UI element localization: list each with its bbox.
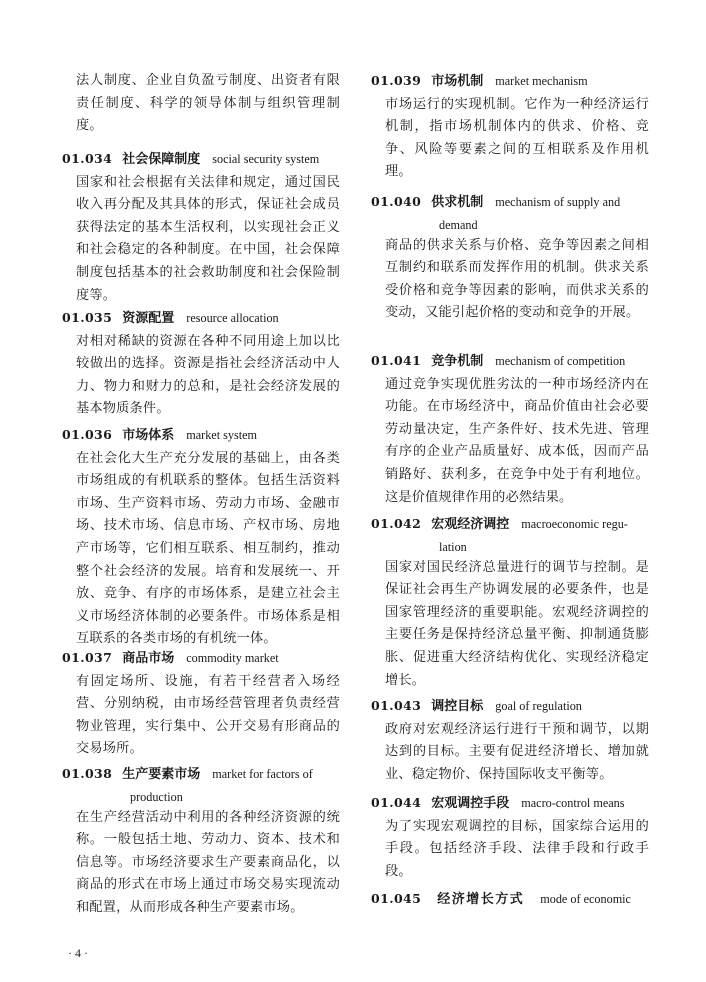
entry-english-term: resource allocation: [186, 311, 279, 325]
entry-head: [62, 148, 340, 172]
carryover-paragraph: 法人制度、企业自负盈亏制度、出资者有限责任制度、科学的领导体制与组织管理制度。: [76, 73, 340, 134]
entry-english-term-continued: lation: [439, 539, 467, 554]
entry-definition: 商品的供求关系与价格、竞争等因素之间相互制约和联系而发挥作用的机制。供求关系受价格和竞争等因素的影响，而供求关系的变动，又能引起价格的变动和竞争的开展。: [385, 237, 649, 321]
entry-term: 宏观调控手段: [431, 796, 510, 811]
entry-term: 社会保障制度: [122, 152, 201, 167]
entry-head: [371, 70, 649, 94]
entry-english-term: macro-control means: [521, 796, 625, 810]
entry-number: 01.045: [371, 891, 422, 906]
entry-number: 01.039: [371, 73, 422, 88]
entry-head: [62, 647, 340, 671]
entry-01-043: [371, 695, 649, 786]
entry-number: 01.043: [371, 698, 422, 713]
entry-definition: 国家和社会根据有关法律和规定，通过国民收入再分配及其具体的形式，保证社会成员获得法定的基本生活权利，以实现社会正义和社会稳定的各种制度。在中国，社会保障制度包括基本的社会救助制度和社会保险制度等。: [76, 174, 340, 303]
entry-01-039: [371, 70, 649, 184]
entry-head: [371, 792, 649, 816]
entry-number: 01.037: [62, 650, 113, 665]
entry-term: 经济增长方式: [437, 892, 525, 907]
entry-english-term: mechanism of supply and: [495, 195, 621, 209]
entry-head: [371, 888, 649, 912]
entry-term: 商品市场: [122, 651, 175, 666]
entry-english-term: market system: [186, 428, 258, 442]
entry-01-035: [62, 307, 340, 421]
entry-term: 资源配置: [122, 311, 175, 326]
entry-definition: 政府对宏观经济运行进行干预和调节，以期达到的目标。主要有促进经济增长、增加就业、稳定物价、保持国际收支平衡等。: [385, 721, 649, 782]
entry-english-term: goal of regulation: [495, 699, 582, 713]
entry-definition: 通过竞争实现优胜劣汰的一种市场经济内在功能。在市场经济中，商品价值由社会必要劳动量决定，生产条件好、技术先进、管理有序的企业产品质量好、成本低，因而产品销路好、获利多，在竞争中处于有利地位。这是价值规律作用的必然结果。: [385, 376, 649, 505]
entry-number: 01.044: [371, 795, 422, 810]
entry-english-term: social security system: [212, 152, 320, 166]
entry-head: [371, 513, 649, 537]
entry-term: 市场体系: [122, 428, 175, 443]
entry-01-044: [371, 792, 649, 883]
entry-number: 01.041: [371, 353, 422, 368]
entry-head: [371, 695, 649, 719]
entry-definition: 在社会化大生产充分发展的基础上，由各类市场组成的有机联系的整体。包括生活资料市场、生产资料市场、劳动力市场、金融市场、技术市场、信息市场、产权市场、房地产市场等，它们相互联系、相互制约，推动整个社会经济的发展。培育和发展统一、开放、竞争、有序的市场体系，是建立社会主义市场经济体制的必要条件。市场体系是相互联系的各类市场的有机统一体。: [76, 450, 340, 647]
entry-definition: 国家对国民经济总量进行的调节与控制。是保证社会再生产协调发展的必要条件，也是国家管理经济的重要职能。宏观经济调控的主要任务是保持经济总量平衡、抑制通货膨胀、促进重大经济结构优化、实现经济稳定增长。: [385, 559, 649, 688]
entry-01-034: [62, 148, 340, 307]
entry-english-term: mode of economic: [540, 892, 631, 906]
entry-number: 01.035: [62, 310, 113, 325]
entry-definition: 对相对稀缺的资源在各种不同用途上加以比较做出的选择。资源是指社会经济活动中人力、物力和财力的总和，是社会经济发展的基本物质条件。: [76, 333, 340, 417]
entry-definition: 为了实现宏观调控的目标，国家综合运用的手段。包括经济手段、法律手段和行政手段。: [385, 818, 649, 879]
entry-english-term: market mechanism: [495, 74, 588, 88]
entry-definition: 在生产经营活动中利用的各种经济资源的统称。一般包括土地、劳动力、资本、技术和信息等。市场经济要求生产要素商品化，以商品的形式在市场上通过市场交易实现流动和配置，从而形成各种生产要素市场。: [76, 809, 340, 915]
entry-01-040: [371, 191, 649, 325]
entry-01-042: [371, 513, 649, 692]
entry-head: [371, 350, 649, 374]
entry-term: 竞争机制: [431, 354, 484, 369]
entry-number: 01.040: [371, 194, 422, 209]
entry-head: [62, 424, 340, 448]
entry-01-041: [371, 350, 649, 509]
entry-number: 01.038: [62, 766, 113, 781]
entry-number: 01.036: [62, 427, 113, 442]
entry-definition: 有固定场所、设施，有若干经营者入场经营、分别纳税，由市场经营管理者负责经营物业管理，实行集中、公开交易有形商品的交易场所。: [76, 673, 340, 757]
entry-term: 市场机制: [431, 74, 484, 89]
entry-01-038: [62, 763, 340, 920]
entry-head: [62, 307, 340, 331]
entry-number: 01.042: [371, 516, 422, 531]
entry-head: [371, 191, 649, 215]
entry-term: 供求机制: [431, 195, 484, 210]
entry-english-term: market for factors of: [212, 767, 313, 781]
entry-01-037: [62, 647, 340, 761]
entry-english-term: macroeconomic regu-: [521, 517, 628, 531]
page-number: · 4 ·: [68, 946, 88, 960]
entry-number: 01.034: [62, 151, 113, 166]
entry-english-term-continued: demand: [439, 217, 478, 232]
entry-english-term: mechanism of competition: [495, 354, 626, 368]
entry-english-term: commodity market: [186, 651, 279, 665]
entry-head: [62, 763, 340, 787]
entry-term: 调控目标: [431, 699, 484, 714]
entry-01-036: [62, 424, 340, 651]
entry-01-045: [371, 888, 649, 912]
entry-english-term-continued: production: [130, 789, 183, 804]
entry-definition: 市场运行的实现机制。它作为一种经济运行机制，指市场机制体内的供求、价格、竞争、风险等要素之间的互相联系及作用机理。: [385, 96, 649, 180]
entry-term: 生产要素市场: [122, 767, 201, 782]
entry-term: 宏观经济调控: [431, 517, 510, 532]
